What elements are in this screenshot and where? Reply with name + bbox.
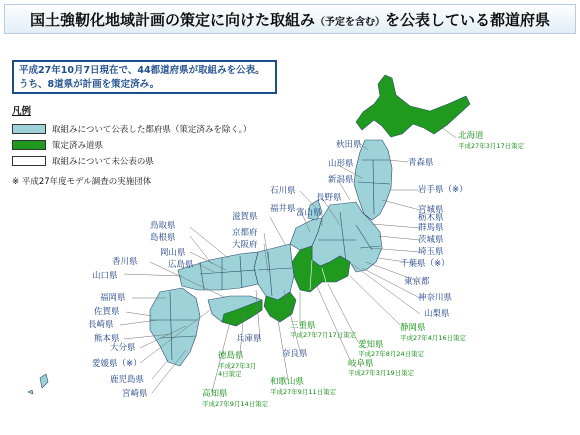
label-nagasaki: 長崎県 bbox=[88, 320, 114, 330]
label-osaka: 大阪府 bbox=[232, 240, 258, 250]
label-niigata: 新潟県 bbox=[328, 175, 354, 185]
label-gunma: 群馬県 bbox=[418, 223, 444, 233]
label-saitama: 埼玉県 bbox=[418, 247, 444, 257]
legend-note: ※ 平成27年度モデル調査の実施団体 bbox=[12, 177, 152, 187]
label-oita: 大分県 bbox=[110, 343, 136, 353]
label-aichi: 愛知県 bbox=[358, 340, 384, 350]
label-ibaraki: 茨城県 bbox=[418, 235, 444, 245]
label-nagano: 長野県 bbox=[316, 193, 342, 203]
label-toyama: 富山県 bbox=[296, 208, 322, 218]
label-yamanashi: 山梨県 bbox=[424, 309, 450, 319]
label-yamagata: 山形県 bbox=[328, 159, 354, 169]
notice-line-1: 平成27年10月7日現在で、44都道府県が取組みを公表。 bbox=[19, 65, 265, 76]
label-tokushima: 徳島県 bbox=[218, 351, 244, 361]
label-hiroshima: 広島県 bbox=[168, 260, 194, 270]
legend-label-published: 取組みについて公表した都府県（策定済みを除く。） bbox=[52, 125, 252, 135]
label-aomori: 青森県 bbox=[408, 158, 434, 168]
label-ishikawa: 石川県 bbox=[270, 186, 296, 196]
label-nara: 奈良県 bbox=[282, 349, 308, 359]
label-chiba: 千葉県（※） bbox=[400, 259, 450, 269]
label-wakayama: 和歌山県 bbox=[270, 377, 305, 387]
label-tottori: 鳥取県 bbox=[150, 221, 176, 231]
label-kagoshima: 鹿児島県 bbox=[110, 375, 145, 385]
label-akita: 秋田県 bbox=[336, 140, 362, 150]
label-kanagawa: 神奈川県 bbox=[418, 293, 453, 303]
label-kochi: 高知県 bbox=[202, 389, 228, 399]
legend-label-adopted: 策定済み道県 bbox=[52, 141, 104, 151]
legend-label-none: 取組みについて未公表の県 bbox=[52, 157, 154, 167]
title-small: （予定を含む） bbox=[315, 17, 385, 28]
label-okayama: 岡山県 bbox=[160, 248, 186, 258]
label-fukui: 福井県 bbox=[270, 204, 296, 214]
label-aichi-date: 平成27年8月24日策定 bbox=[358, 350, 425, 358]
label-mie: 三重県 bbox=[290, 321, 316, 331]
label-gifu-date: 平成27年3月19日策定 bbox=[348, 369, 415, 377]
label-ehime: 愛媛県（※） bbox=[92, 359, 142, 369]
label-kagawa: 香川県 bbox=[112, 257, 138, 267]
label-hokkaido: 北海道 bbox=[458, 131, 484, 141]
label-hokkaido-date: 平成27年3月17日策定 bbox=[458, 142, 525, 150]
label-gifu: 岐阜県 bbox=[348, 359, 374, 369]
label-yamaguchi: 山口県 bbox=[92, 271, 118, 281]
okinawa-islet bbox=[28, 390, 33, 394]
title-end: を公表している都道府県 bbox=[385, 11, 551, 29]
label-saga: 佐賀県 bbox=[94, 307, 120, 317]
label-shiga: 滋賀県 bbox=[232, 212, 258, 222]
label-tochigi-visible: 栃木県 bbox=[418, 213, 444, 223]
label-wakayama-date: 平成27年9月11日策定 bbox=[270, 388, 337, 396]
label-shizuoka: 静岡県 bbox=[400, 323, 426, 333]
label-kumamoto: 熊本県 bbox=[94, 334, 120, 344]
kinki-shape bbox=[254, 244, 294, 300]
hokkaido-shape bbox=[356, 75, 470, 137]
kyushu-shape bbox=[150, 288, 200, 366]
label-kochi-date: 平成27年9月14日策定 bbox=[202, 400, 269, 408]
label-mie-date: 平成27年7月17日策定 bbox=[290, 331, 357, 339]
legend-heading: 凡例 bbox=[12, 106, 32, 117]
label-kyoto: 京都府 bbox=[232, 228, 258, 238]
label-miyazaki: 宮崎県 bbox=[122, 389, 148, 399]
okinawa-shape bbox=[40, 374, 48, 388]
label-tokyo: 東京都 bbox=[404, 277, 430, 287]
label-shizuoka-date: 平成27年4月16日策定 bbox=[400, 334, 467, 342]
label-miyagi: 宮城県 bbox=[418, 205, 444, 215]
label-iwate: 岩手県（※） bbox=[418, 185, 468, 195]
label-fukuoka: 福岡県 bbox=[100, 293, 126, 303]
label-hyogo: 兵庫県 bbox=[236, 334, 262, 344]
label-shimane: 島根県 bbox=[150, 233, 176, 243]
title-main: 国土強靭化地域計画の策定に向けた取組み bbox=[29, 11, 315, 29]
label-tokushima-date: 平成27年3月 4日策定 bbox=[218, 362, 257, 378]
notice-line-2: うち、8道県が計画を策定済み。 bbox=[19, 79, 160, 90]
